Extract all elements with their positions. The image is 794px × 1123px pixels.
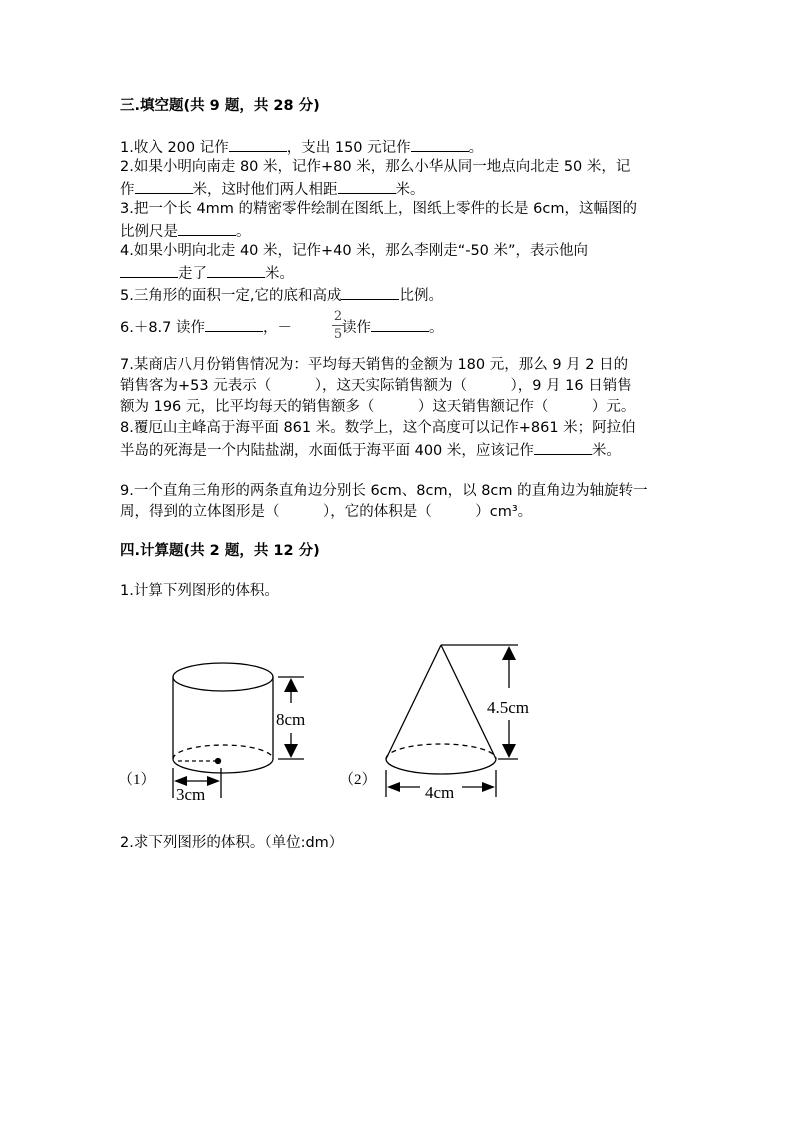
q4-text-a: 走了 [178,266,207,282]
question-3-2-line2 [120,178,425,200]
answer-blank[interactable] [341,284,399,300]
answer-blank[interactable] [534,439,592,455]
answer-blank[interactable] [371,316,429,332]
q1-text-b: ，支出 150 元记作 [286,140,411,156]
cone-diameter-label: 4cm [425,783,455,802]
q5-text-a: 5.三角形的面积一定,它的底和高成 [120,288,342,304]
answer-blank[interactable] [178,220,236,236]
question-3-8-line1: 8.覆厄山主峰高于海平面 861 米。数学上，这个高度可以记作+861 米；阿拉伯 [120,420,636,436]
question-3-8-line2 [120,439,621,461]
question-3-7-line2: 销售客为+53 元表示（ ），这天实际销售额为（ ），9 月 16 日销售 [120,378,632,394]
cone-height-label: 4.5cm [487,698,530,717]
question-3-2-line1: 2.如果小明向南走 80 米，记作+80 米，那么小华从同一地点向北走 50 米，记 [120,159,631,175]
question-3-7-line3: 额为 196 元，比平均每天的销售额多（ ）这天销售额记作（ ）元。 [120,399,636,415]
fraction-denominator: 5 [333,327,343,342]
answer-blank[interactable] [229,136,287,152]
cylinder-height-label: 8cm [276,710,306,729]
question-3-4-line2 [120,262,294,284]
question-3-6 [120,316,444,338]
cylinder-radius-label: 3cm [176,785,206,804]
q6-text-c: 读作 [342,320,372,336]
question-3-5 [120,284,443,306]
cylinder-figure [173,663,304,798]
answer-blank[interactable] [207,262,265,278]
question-3-3-line1: 3.把一个长 4mm 的精密零件绘制在图纸上，图纸上零件的长是 6cm，这幅图的 [120,201,637,217]
q5-text-b: 比例。 [399,288,443,304]
q6-text-a: 6.＋8.7 读作 [120,320,206,336]
q2-text-a: 作 [120,182,135,198]
q3-text-a: 比例尺是 [120,224,178,240]
question-3-9-line1: 9.一个直角三角形的两条直角边分别长 6cm、8cm，以 8cm 的直角边为轴旋转一 [120,483,648,499]
fraction-bar [332,325,344,326]
q1-text-a: 1.收入 200 记作 [120,140,229,156]
question-3-3-line2 [120,220,251,242]
answer-blank[interactable] [120,262,178,278]
answer-blank[interactable] [135,178,193,194]
question-3-9-line2: 周，得到的立体图形是（ ），它的体积是（ ）cm³。 [120,504,533,520]
answer-blank[interactable] [338,178,396,194]
question-4-2: 2.求下列图形的体积。（单位:dm） [120,835,344,851]
question-4-1: 1.计算下列图形的体积。 [120,583,279,599]
fraction [328,309,348,342]
q2-text-b: 米，这时他们两人相距 [192,182,338,198]
question-3-7-line1: 7.某商店八月份销售情况为：平均每天销售的金额为 180 元，那么 9 月 2 日的 [120,357,629,373]
q2-text-c: 米。 [395,182,425,198]
answer-blank[interactable] [205,316,263,332]
figures [0,620,794,860]
answer-blank[interactable] [411,136,469,152]
q6-text-b: ，－ [263,320,293,336]
section4-heading: 四.计算题(共 2 题，共 12 分) [120,543,320,559]
cone-figure [386,645,518,797]
q8-text-a: 半岛的死海是一个内陆盐湖，水面低于海平面 400 米，应该记作 [120,443,534,459]
question-3-4-line1: 4.如果小明向北走 40 米，记作+40 米，那么李刚走“-50 米”，表示他向 [120,243,589,259]
q4-text-b: 米。 [265,266,294,282]
q8-text-b: 米。 [591,443,621,459]
fraction-numerator: 2 [333,309,343,324]
q3-text-b: 。 [236,224,251,240]
q6-text-d: 。 [429,320,444,336]
figure1-label: （1） [118,772,156,788]
figure2-label: （2） [339,772,377,788]
section3-heading: 三.填空题(共 9 题，共 28 分) [120,98,320,114]
q1-text-c: 。 [468,140,484,156]
question-3-1 [120,136,483,158]
